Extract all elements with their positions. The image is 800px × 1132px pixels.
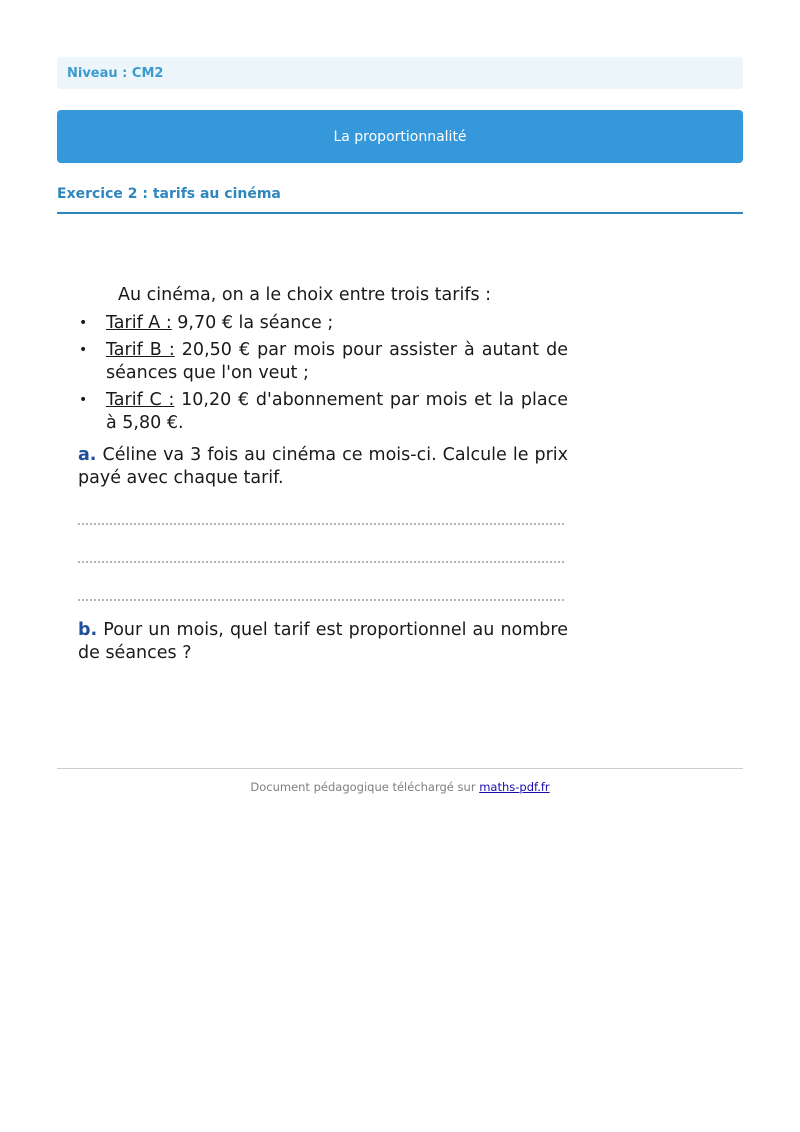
footer-divider xyxy=(57,768,743,769)
question-a xyxy=(78,444,568,489)
bullet-icon: • xyxy=(79,314,88,331)
answer-line xyxy=(78,561,564,563)
title-banner xyxy=(57,110,743,163)
question-text: Céline va 3 fois au cinéma ce mois-ci. Calcule le prix payé avec chaque tarif. xyxy=(78,445,568,488)
bullet-icon: • xyxy=(79,342,88,358)
footer-link[interactable]: maths-pdf.fr xyxy=(479,780,550,794)
question-text: Pour un mois, quel tarif est proportionnel au nombre de séances ? xyxy=(78,620,568,663)
exercise-title: Exercice 2 : tarifs au cinéma xyxy=(57,186,743,214)
tariff-item-c xyxy=(78,389,568,434)
page-title: La proportionnalité xyxy=(333,128,467,145)
tariff-name: Tarif C : xyxy=(106,390,175,410)
question-letter: a. xyxy=(78,445,97,465)
footer xyxy=(57,780,743,794)
answer-line xyxy=(78,523,564,525)
question-b xyxy=(78,619,568,664)
tariff-item-b xyxy=(78,339,568,384)
level-label: Niveau : CM2 xyxy=(67,65,164,81)
exercise-body xyxy=(78,284,568,664)
tariff-item-a xyxy=(78,312,568,335)
bullet-icon: • xyxy=(79,392,88,408)
footer-text: Document pédagogique téléchargé sur xyxy=(250,780,480,794)
tariff-description: 9,70 € la séance ; xyxy=(171,312,334,333)
exercise-intro: Au cinéma, on a le choix entre trois tarifs : xyxy=(118,285,492,305)
answer-lines xyxy=(78,489,568,601)
answer-line xyxy=(78,599,564,601)
tariff-name: Tarif A : xyxy=(106,312,172,333)
tariff-description: 10,20 € d'abonnement par mois et la place à 5,80 €. xyxy=(106,390,568,433)
level-box xyxy=(57,57,743,89)
tariff-name: Tarif B : xyxy=(106,340,175,360)
tariff-description: 20,50 € par mois pour assister à autant de séances que l'on veut ; xyxy=(106,340,569,383)
question-letter: b. xyxy=(78,620,98,640)
